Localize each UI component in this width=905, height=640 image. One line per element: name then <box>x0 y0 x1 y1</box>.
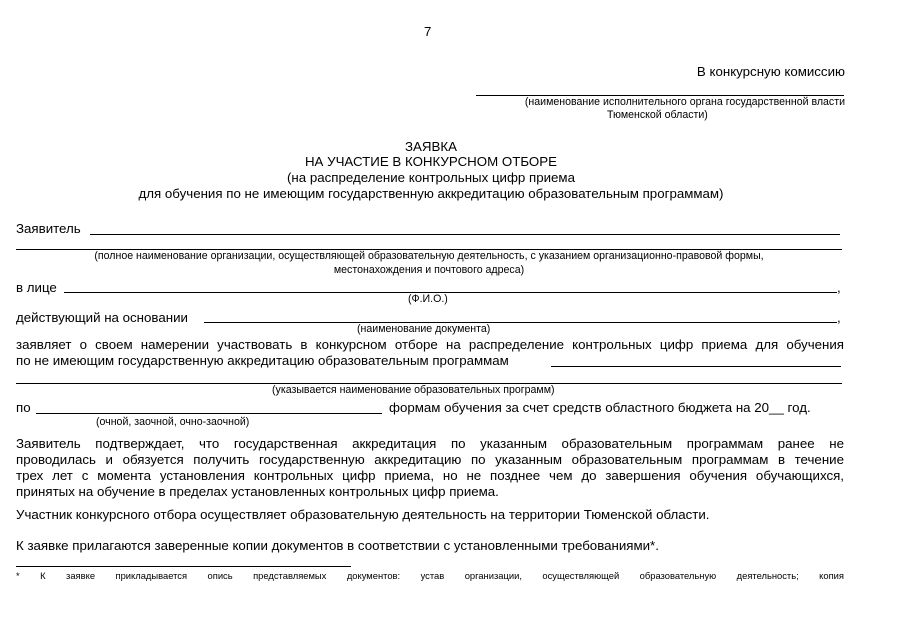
document-subtitle-note-1: (на распределение контрольных цифр приема <box>287 170 575 185</box>
document-subtitle-note-2: для обучения по не имеющим государственную аккредитацию образовательным программам) <box>138 186 724 201</box>
page-number: 7 <box>424 24 432 39</box>
programs-caption: (указывается наименование образовательных программ) <box>272 384 555 396</box>
applicant-caption-2: местонахождения и почтового адреса) <box>333 264 525 276</box>
basis-comma: , <box>837 310 841 325</box>
confirm-line-1: Заявитель подтверждает, что государственная аккредитация по указанным образовательным программам ранее не <box>16 436 844 451</box>
footnote-text: * К заявке прикладывается опись представляемых документов: устав организации, осуществляющей образовательную деятельность; копия <box>16 570 844 581</box>
basis-field-line[interactable] <box>204 322 837 323</box>
addressee-caption-1: (наименование исполнительного органа государственной власти <box>524 96 845 108</box>
study-forms-text: формам обучения за счет средств областного бюджета на 20__ год. <box>389 400 811 415</box>
footnote-separator <box>16 566 351 567</box>
confirm-line-3: трех лет с момента установления контрольных цифр приема, но не позднее чем до завершения обучения обучающихся, <box>16 468 844 483</box>
programs-field-line-1[interactable] <box>551 366 841 367</box>
document-subtitle: НА УЧАСТИЕ В КОНКУРСНОМ ОТБОРЕ <box>304 154 558 169</box>
attachment-paragraph: К заявке прилагаются заверенные копии документов в соответствии с установленными требованиями*. <box>16 538 659 553</box>
person-field-line[interactable] <box>64 292 837 293</box>
addressee-title: В конкурсную комиссию <box>696 64 845 79</box>
person-caption: (Ф.И.О.) <box>408 293 448 305</box>
addressee-caption-2: Тюменской области) <box>607 109 708 121</box>
study-forms-caption: (очной, заочной, очно-заочной) <box>96 416 250 428</box>
basis-label: действующий на основании <box>16 310 188 325</box>
study-forms-field-line[interactable] <box>36 413 382 414</box>
document-title: ЗАЯВКА <box>405 139 457 154</box>
applicant-field-line-1[interactable] <box>90 234 840 235</box>
person-label: в лице <box>16 280 57 295</box>
territory-paragraph: Участник конкурсного отбора осуществляет образовательную деятельность на территории Тюменской области. <box>16 507 710 522</box>
confirm-line-4: принятых на обучение в пределах установленных контрольных цифр приема. <box>16 484 499 499</box>
applicant-caption-1: (полное наименование организации, осуществляющей образовательную деятельность, с указанием организационно-правовой формы, <box>94 250 764 262</box>
by-label: по <box>16 400 31 415</box>
person-comma: , <box>837 280 841 295</box>
declaration-line-1: заявляет о своем намерении участвовать в конкурсном отборе на распределение контрольных цифр приема для обучения <box>16 337 844 352</box>
applicant-label: Заявитель <box>16 221 81 236</box>
basis-caption: (наименование документа) <box>357 323 491 335</box>
declaration-line-2: по не имеющим государственную аккредитацию образовательным программам <box>16 353 509 368</box>
confirm-line-2: проводилась и обязуется получить государственную аккредитацию по указанным образовательным программам в течение <box>16 452 844 467</box>
